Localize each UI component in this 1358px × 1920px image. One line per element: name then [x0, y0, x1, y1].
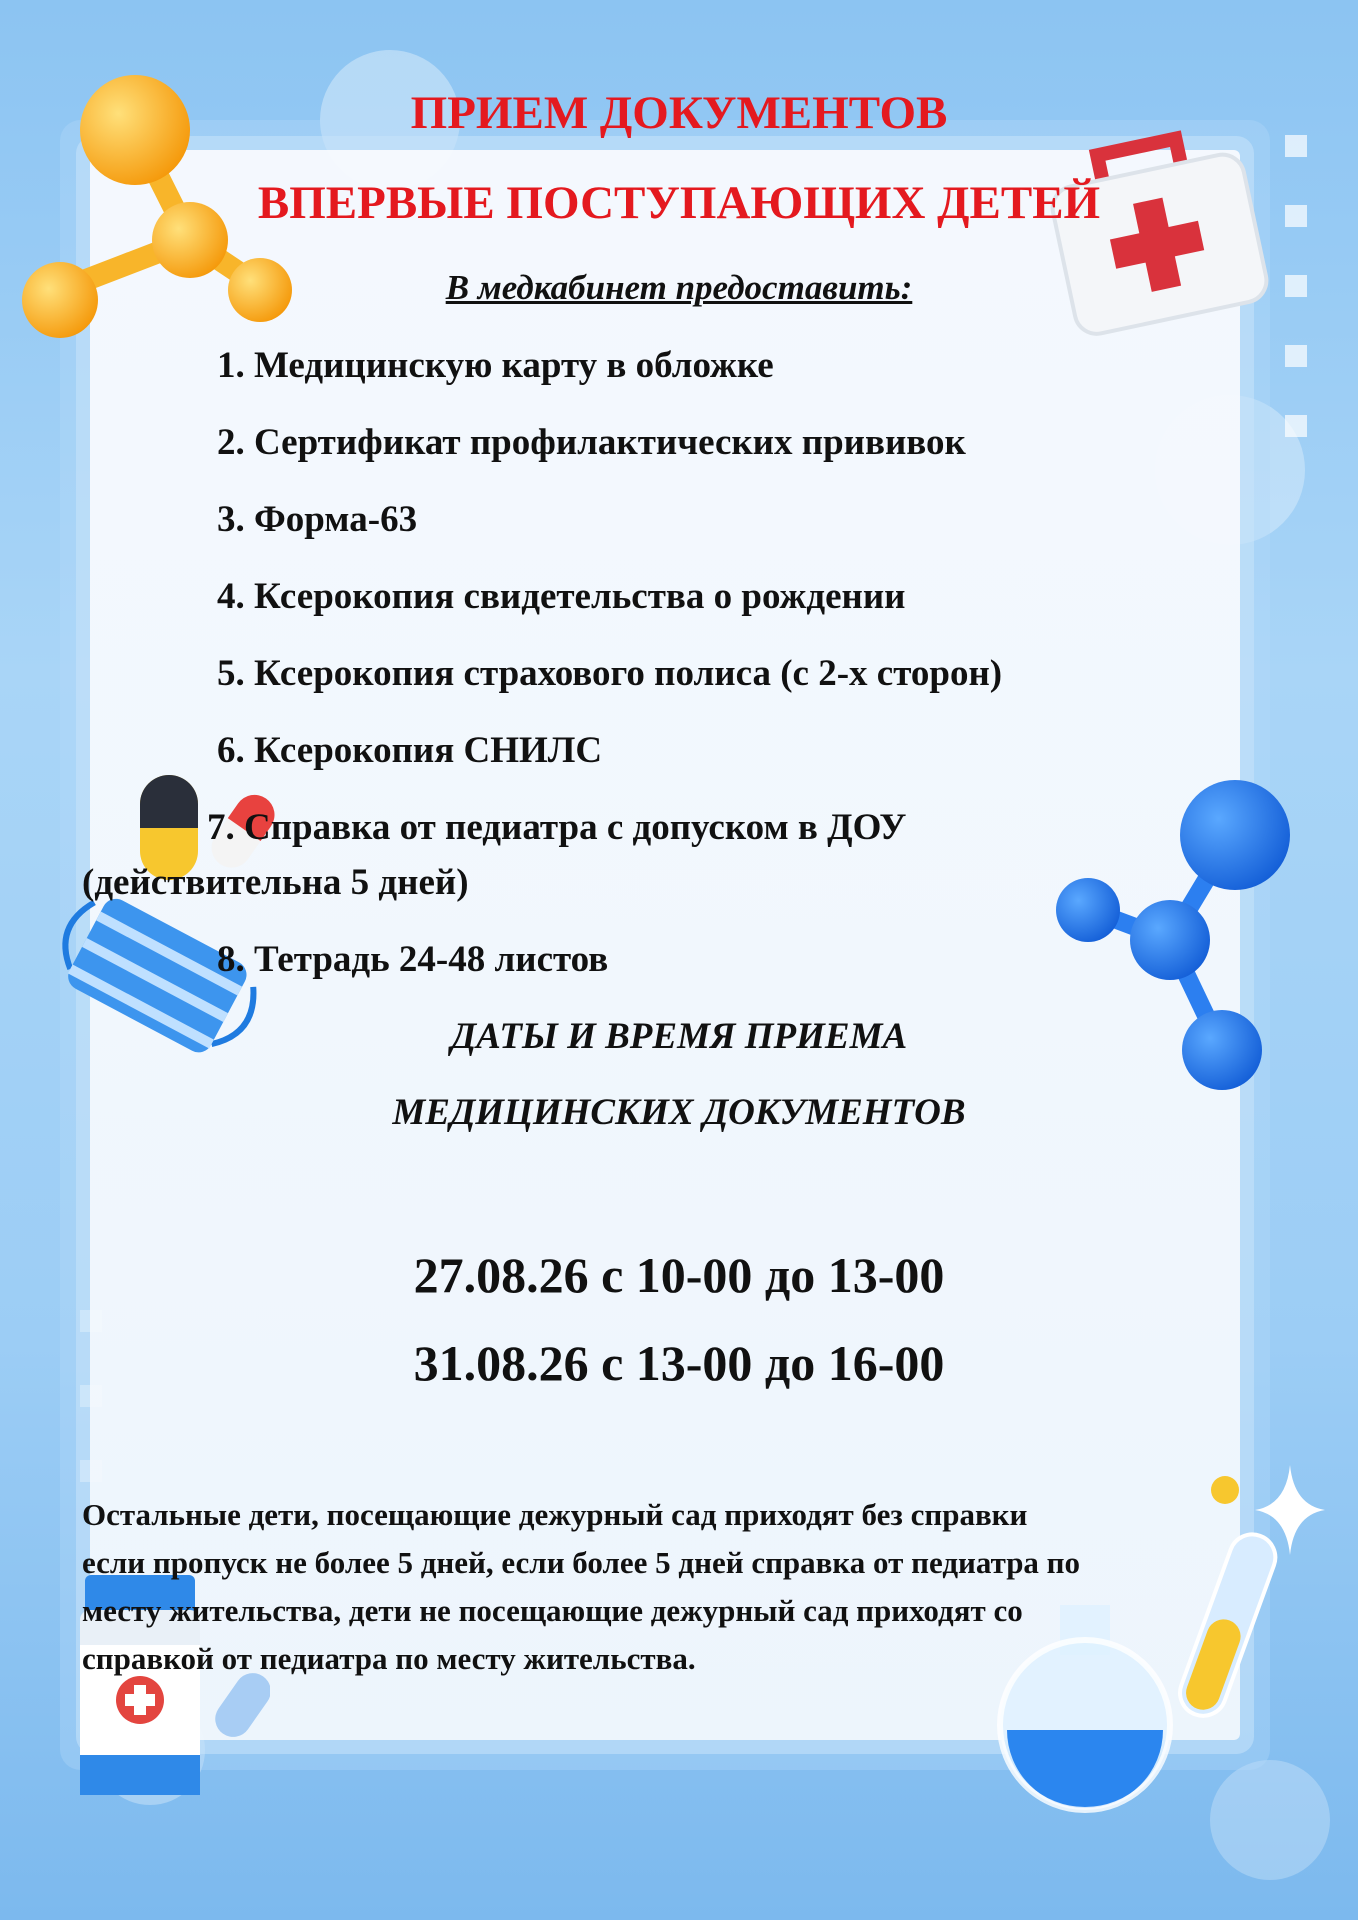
note-line: если пропуск не более 5 дней, если более 5 дней справка от педиатра по: [82, 1545, 1081, 1580]
list-item: 4. Ксерокопия свидетельства о рождении: [217, 576, 906, 617]
first-aid-kit-icon: [1040, 115, 1270, 345]
list-item: 8. Тетрадь 24-48 листов: [217, 939, 609, 980]
list-item-continuation: (действительна 5 дней): [82, 862, 469, 903]
schedule-date: 31.08.26 с 13-00 до 16-00: [413, 1335, 945, 1391]
flask-icon: [990, 1600, 1190, 1820]
note-line: месту жительства, дети не посещающие дежурный сад приходят со: [82, 1593, 1023, 1628]
list-item: 7. Справка от педиатра с допуском в ДОУ: [207, 807, 907, 848]
section-heading: В медкабинет предоставить:: [445, 268, 913, 307]
schedule-date: 27.08.26 с 10-00 до 13-00: [413, 1247, 945, 1303]
page-title: ПРИЕМ ДОКУМЕНТОВ: [410, 87, 948, 139]
note-line: справкой от педиатра по месту жительства.: [82, 1641, 696, 1676]
schedule-heading: ДАТЫ И ВРЕМЯ ПРИЕМА: [450, 1016, 908, 1057]
page-subtitle: ВПЕРВЫЕ ПОСТУПАЮЩИХ ДЕТЕЙ: [257, 177, 1101, 229]
schedule-heading: МЕДИЦИНСКИХ ДОКУМЕНТОВ: [392, 1092, 966, 1133]
list-item: 1. Медицинскую карту в обложке: [217, 345, 774, 386]
list-item: 6. Ксерокопия СНИЛС: [217, 730, 603, 771]
list-item: 2. Сертификат профилактических прививок: [217, 422, 966, 463]
list-item: 3. Форма-63: [217, 499, 418, 540]
list-item: 5. Ксерокопия страхового полиса (с 2-х сторон): [217, 653, 1003, 694]
note-line: Остальные дети, посещающие дежурный сад приходят без справки: [82, 1497, 1028, 1532]
sparkle-icon: [1250, 1460, 1330, 1560]
